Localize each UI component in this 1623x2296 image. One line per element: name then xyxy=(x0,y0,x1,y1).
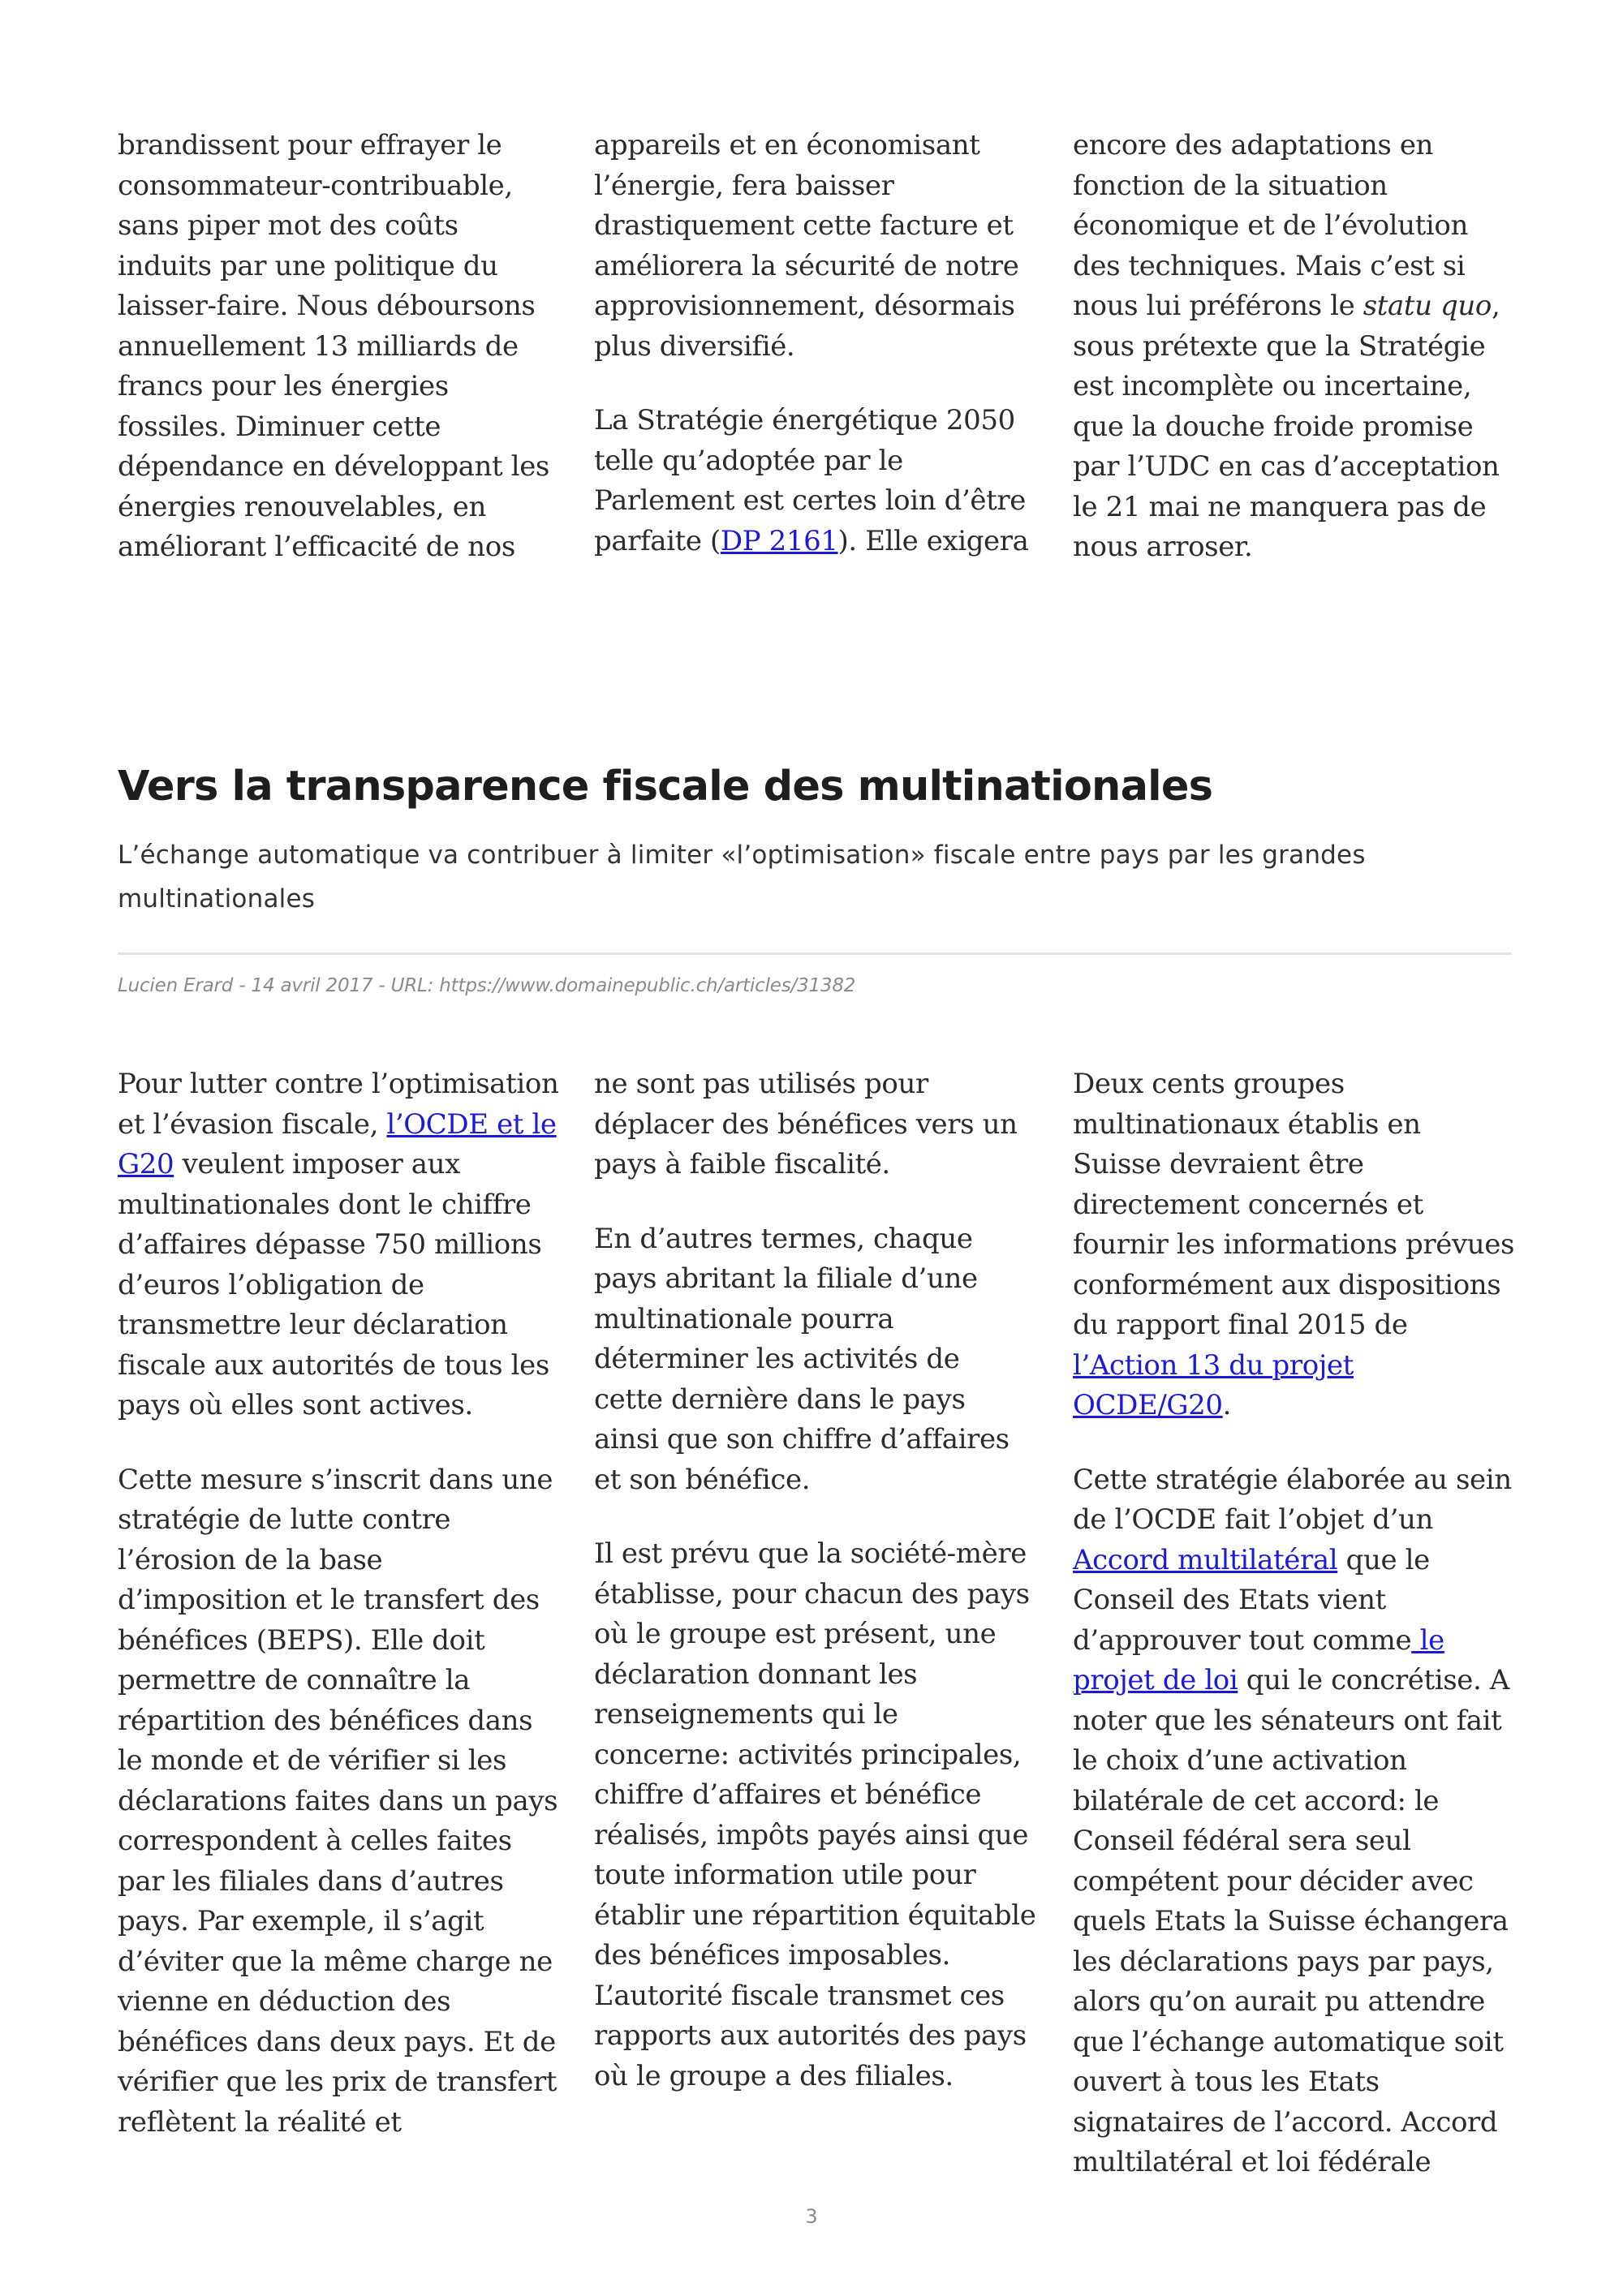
text-segment: La Stratégie énergétique 2050 telle qu’adoptée par le Parlement est certes loin d’être parfaite ( xyxy=(594,404,1026,557)
article-col3-paragraph-1 xyxy=(1073,1064,1515,1426)
action-13-link[interactable]: l’Action 13 du projet OCDE/G20 xyxy=(1073,1348,1354,1421)
projet-de-loi-link[interactable]: le projet de loi xyxy=(1073,1623,1444,1696)
text-segment: . xyxy=(1222,1389,1232,1421)
text-segment: ). Elle exigera xyxy=(837,524,1029,557)
article-col3-paragraph-2 xyxy=(1073,1460,1515,2183)
dp-2161-link[interactable]: DP 2161 xyxy=(720,524,838,557)
page-number: 3 xyxy=(805,2205,818,2228)
text-segment: veulent imposer aux multinationales dont le chiffre d’affaires dépasse 750 millions d’euros l’obligation de transmettre leur déclaration fiscale aux autorités de tous les pays où elles sont actives. xyxy=(118,1148,549,1421)
header-divider xyxy=(118,952,1512,955)
top-column-1 xyxy=(118,126,560,568)
accord-multilateral-link[interactable]: Accord multilatéral xyxy=(1073,1543,1338,1576)
text-segment: encore des adaptations en fonction de la situation économique et de l’évolution des techniques. Mais c’est si nous lui préférons le xyxy=(1073,129,1468,322)
top-col2-paragraph-2 xyxy=(594,401,1036,561)
top-column-3 xyxy=(1073,126,1515,568)
text-segment: Deux cents groupes multinationaux établis en Suisse devraient être directement concernés et fournir les informations prévues conformément aux dispositions du rapport final 2015 de xyxy=(1073,1068,1515,1341)
article-col1-paragraph-1 xyxy=(118,1064,560,1426)
article-col2-paragraph-1: ne sont pas utilisés pour déplacer des bénéfices vers un pays à faible fiscalité. xyxy=(594,1068,1018,1180)
top-col1-paragraph: brandissent pour effrayer le consommateur-contribuable, sans piper mot des coûts induits par une politique du laisser-faire. Nous déboursons annuellement 13 milliards de francs pour les énergies fossiles. Diminuer cette dépendance en développant les énergies renouvelables, en améliorant l’efficacité de nos xyxy=(118,129,549,563)
statu-quo-emphasis: statu quo xyxy=(1363,290,1492,322)
ocde-g20-link[interactable]: l’OCDE et le G20 xyxy=(118,1107,557,1180)
top-col2-paragraph-1: appareils et en économisant l’énergie, fera baisser drastiquement cette facture et améliorera la sécurité de notre approvisionnement, désormais plus diversifié. xyxy=(594,129,1019,363)
article-byline: Lucien Erard - 14 avril 2017 - URL: https://www.domainepublic.ch/articles/31382 xyxy=(118,975,856,996)
top-col3-paragraph xyxy=(1073,126,1515,568)
text-segment: Cette stratégie élaborée au sein de l’OCDE fait l’objet d’un xyxy=(1073,1463,1512,1536)
top-column-2 xyxy=(594,126,1036,561)
article-subtitle: L’échange automatique va contribuer à limiter «l’optimisation» fiscale entre pays par les grandes multinationales xyxy=(118,841,1366,914)
text-segment: , sous prétexte que la Stratégie est incomplète ou incertaine, que la douche froide promise par l’UDC en cas d’acceptation le 21 mai ne manquera pas de nous arroser. xyxy=(1073,290,1500,563)
article-column-2 xyxy=(594,1064,1036,2096)
article-column-3 xyxy=(1073,1064,1515,2183)
article-col2-paragraph-2: En d’autres termes, chaque pays abritant la filiale d’une multinationale pourra déterminer les activités de cette dernière dans le pays ainsi que son chiffre d’affaires et son bénéfice. xyxy=(594,1222,1010,1496)
text-segment: qui le concrétise. A noter que les sénateurs ont fait le choix d’une activation bilatérale de cet accord: le Conseil fédéral sera seul compétent pour décider avec quels Etats la Suisse échangera les déclarations pays par pays, alors qu’on aurait pu attendre que l’échange automatique soit ouvert à tous les Etats signataires de l’accord. Accord multilatéral et loi fédérale xyxy=(1073,1664,1509,2178)
text-segment: Pour lutter contre l’optimisation et l’évasion fiscale, xyxy=(118,1068,559,1141)
article-title: Vers la transparence fiscale des multinationales xyxy=(118,763,1213,810)
article-column-1 xyxy=(118,1064,560,2143)
article-col2-paragraph-3: Il est prévu que la société-mère établisse, pour chacun des pays où le groupe est présent, une déclaration donnant les renseignements qui le concerne: activités principales, chiffre d’affaires et bénéfice réalisés, impôts payés ainsi que toute information utile pour établir une répartition équitable des bénéfices imposables. L’autorité fiscale transmet ces rapports aux autorités des pays où le groupe a des filiales. xyxy=(594,1537,1036,2092)
text-segment: que le Conseil des Etats vient d’approuver tout comme xyxy=(1073,1543,1430,1657)
article-col1-paragraph-2: Cette mesure s’inscrit dans une stratégie de lutte contre l’érosion de la base d’imposition et le transfert des bénéfices (BEPS). Elle doit permettre de connaître la répartition des bénéfices dans le monde et de vérifier si les déclarations faites dans un pays correspondent à celles faites par les filiales dans d’autres pays. Par exemple, il s’agit d’éviter que la même charge ne vienne en déduction des bénéfices dans deux pays. Et de vérifier que les prix de transfert reflètent la réalité et xyxy=(118,1463,558,2139)
